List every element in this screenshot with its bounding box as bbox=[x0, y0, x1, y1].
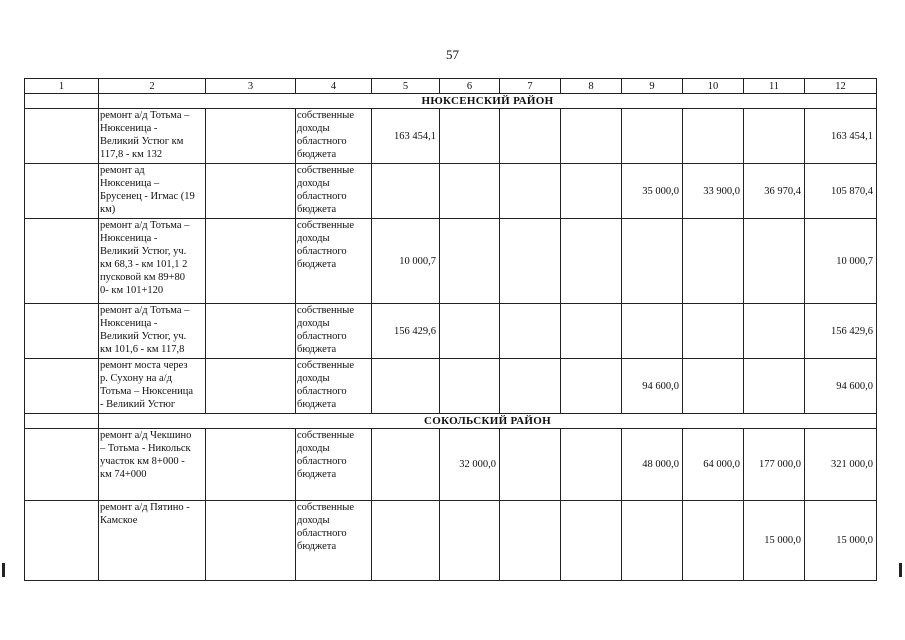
column-header-3: 3 bbox=[206, 79, 296, 94]
amount-cell-10 bbox=[683, 359, 744, 414]
column-header-10: 10 bbox=[683, 79, 744, 94]
column-header-1: 1 bbox=[25, 79, 99, 94]
amount-cell-9: 35 000,0 bbox=[622, 164, 683, 219]
amount-cell-9: 48 000,0 bbox=[622, 429, 683, 501]
column-header-5: 5 bbox=[372, 79, 440, 94]
funding-source: собственные доходы областного бюджета bbox=[297, 110, 355, 160]
row-number-cell bbox=[25, 164, 99, 219]
amount-cell-8 bbox=[561, 304, 622, 359]
column-3-cell bbox=[206, 501, 296, 581]
funding-source-cell bbox=[296, 359, 372, 414]
right-edge-mark bbox=[899, 563, 902, 577]
row-number-cell bbox=[25, 501, 99, 581]
column-3-cell bbox=[206, 219, 296, 304]
amount-cell-5: 10 000,7 bbox=[372, 219, 440, 304]
funding-source: собственные доходы областного бюджета bbox=[297, 430, 355, 480]
object-name: ремонт а/д Тотьма – Нюксеница - Великий Устюг, уч. км 68,3 - км 101,1 2 пусковой км 89+80 0- км 101+120 bbox=[100, 220, 190, 296]
column-header-4: 4 bbox=[296, 79, 372, 94]
amount-cell-9 bbox=[622, 304, 683, 359]
amount-cell-10 bbox=[683, 219, 744, 304]
amount-cell-5: 156 429,6 bbox=[372, 304, 440, 359]
amount-cell-11: 177 000,0 bbox=[744, 429, 805, 501]
amount-cell-10 bbox=[683, 304, 744, 359]
amount-cell-6 bbox=[440, 164, 500, 219]
table-row bbox=[25, 501, 877, 581]
amount-cell-7 bbox=[500, 429, 561, 501]
table-row bbox=[25, 359, 877, 414]
amount-cell-11 bbox=[744, 304, 805, 359]
object-name-cell bbox=[99, 501, 206, 581]
amount-cell-12: 10 000,7 bbox=[805, 219, 877, 304]
amount-cell-5 bbox=[372, 501, 440, 581]
amount-cell-9 bbox=[622, 219, 683, 304]
object-name: ремонт а/д Пятино - Камское bbox=[100, 502, 190, 526]
table-row bbox=[25, 109, 877, 164]
column-header-11: 11 bbox=[744, 79, 805, 94]
object-name-cell bbox=[99, 109, 206, 164]
funding-source: собственные доходы областного бюджета bbox=[297, 165, 355, 215]
object-name-cell bbox=[99, 304, 206, 359]
funding-table bbox=[24, 78, 877, 581]
amount-cell-12: 15 000,0 bbox=[805, 501, 877, 581]
object-name-cell bbox=[99, 164, 206, 219]
amount-cell-6 bbox=[440, 501, 500, 581]
district-blank-cell bbox=[25, 94, 99, 109]
amount-cell-7 bbox=[500, 109, 561, 164]
amount-cell-11: 15 000,0 bbox=[744, 501, 805, 581]
column-3-cell bbox=[206, 429, 296, 501]
amount-cell-10: 33 900,0 bbox=[683, 164, 744, 219]
column-3-cell bbox=[206, 164, 296, 219]
amount-cell-11 bbox=[744, 109, 805, 164]
amount-cell-11: 36 970,4 bbox=[744, 164, 805, 219]
amount-cell-6 bbox=[440, 359, 500, 414]
object-name: ремонт а/д Тотьма – Нюксеница - Великий Устюг, уч. км 101,6 - км 117,8 bbox=[100, 305, 190, 355]
amount-cell-10 bbox=[683, 109, 744, 164]
column-header-2: 2 bbox=[99, 79, 206, 94]
district-row bbox=[25, 94, 877, 109]
amount-cell-7 bbox=[500, 304, 561, 359]
object-name: ремонт а/д Тотьма – Нюксеница - Великий Устюг км 117,8 - км 132 bbox=[100, 110, 190, 160]
header-row bbox=[25, 79, 877, 94]
amount-cell-9: 94 600,0 bbox=[622, 359, 683, 414]
amount-cell-7 bbox=[500, 164, 561, 219]
district-name: СОКОЛЬСКИЙ РАЙОН bbox=[99, 414, 877, 429]
amount-cell-12: 94 600,0 bbox=[805, 359, 877, 414]
amount-cell-6 bbox=[440, 304, 500, 359]
district-row bbox=[25, 414, 877, 429]
amount-cell-11 bbox=[744, 219, 805, 304]
amount-cell-12: 156 429,6 bbox=[805, 304, 877, 359]
amount-cell-8 bbox=[561, 109, 622, 164]
amount-cell-12: 105 870,4 bbox=[805, 164, 877, 219]
funding-source-cell bbox=[296, 501, 372, 581]
row-number-cell bbox=[25, 359, 99, 414]
table-row bbox=[25, 429, 877, 501]
column-header-8: 8 bbox=[561, 79, 622, 94]
column-header-12: 12 bbox=[805, 79, 877, 94]
funding-source: собственные доходы областного бюджета bbox=[297, 360, 355, 410]
funding-source-cell bbox=[296, 164, 372, 219]
funding-source: собственные доходы областного бюджета bbox=[297, 502, 355, 552]
column-header-7: 7 bbox=[500, 79, 561, 94]
column-3-cell bbox=[206, 109, 296, 164]
amount-cell-6: 32 000,0 bbox=[440, 429, 500, 501]
funding-source-cell bbox=[296, 429, 372, 501]
amount-cell-5 bbox=[372, 359, 440, 414]
column-3-cell bbox=[206, 359, 296, 414]
amount-cell-8 bbox=[561, 164, 622, 219]
table-row bbox=[25, 164, 877, 219]
amount-cell-8 bbox=[561, 359, 622, 414]
table-row bbox=[25, 304, 877, 359]
funding-source-cell bbox=[296, 109, 372, 164]
funding-source-cell bbox=[296, 304, 372, 359]
page-number: 57 bbox=[446, 47, 459, 62]
column-3-cell bbox=[206, 304, 296, 359]
row-number-cell bbox=[25, 109, 99, 164]
funding-source: собственные доходы областного бюджета bbox=[297, 305, 355, 355]
amount-cell-9 bbox=[622, 109, 683, 164]
funding-source-cell bbox=[296, 219, 372, 304]
row-number-cell bbox=[25, 429, 99, 501]
object-name: ремонт ад Нюксеница – Брусенец - Игмас (19 км) bbox=[100, 165, 195, 215]
amount-cell-5 bbox=[372, 429, 440, 501]
amount-cell-12: 321 000,0 bbox=[805, 429, 877, 501]
left-edge-mark bbox=[2, 563, 5, 577]
amount-cell-8 bbox=[561, 219, 622, 304]
funding-source: собственные доходы областного бюджета bbox=[297, 220, 355, 270]
amount-cell-5: 163 454,1 bbox=[372, 109, 440, 164]
row-number-cell bbox=[25, 304, 99, 359]
amount-cell-8 bbox=[561, 501, 622, 581]
amount-cell-7 bbox=[500, 219, 561, 304]
amount-cell-10 bbox=[683, 501, 744, 581]
amount-cell-6 bbox=[440, 219, 500, 304]
amount-cell-11 bbox=[744, 359, 805, 414]
object-name-cell bbox=[99, 219, 206, 304]
object-name-cell bbox=[99, 359, 206, 414]
column-header-6: 6 bbox=[440, 79, 500, 94]
row-number-cell bbox=[25, 219, 99, 304]
amount-cell-9 bbox=[622, 501, 683, 581]
object-name: ремонт моста через р. Сухону на а/д Тотьма – Нюксеница - Великий Устюг bbox=[100, 360, 194, 410]
column-header-9: 9 bbox=[622, 79, 683, 94]
amount-cell-12: 163 454,1 bbox=[805, 109, 877, 164]
amount-cell-7 bbox=[500, 501, 561, 581]
object-name-cell bbox=[99, 429, 206, 501]
amount-cell-7 bbox=[500, 359, 561, 414]
amount-cell-6 bbox=[440, 109, 500, 164]
district-name: НЮКСЕНСКИЙ РАЙОН bbox=[99, 94, 877, 109]
amount-cell-5 bbox=[372, 164, 440, 219]
district-blank-cell bbox=[25, 414, 99, 429]
amount-cell-10: 64 000,0 bbox=[683, 429, 744, 501]
amount-cell-8 bbox=[561, 429, 622, 501]
table-row bbox=[25, 219, 877, 304]
object-name: ремонт а/д Чекшино – Тотьма - Никольск участок км 8+000 - км 74+000 bbox=[100, 430, 192, 480]
